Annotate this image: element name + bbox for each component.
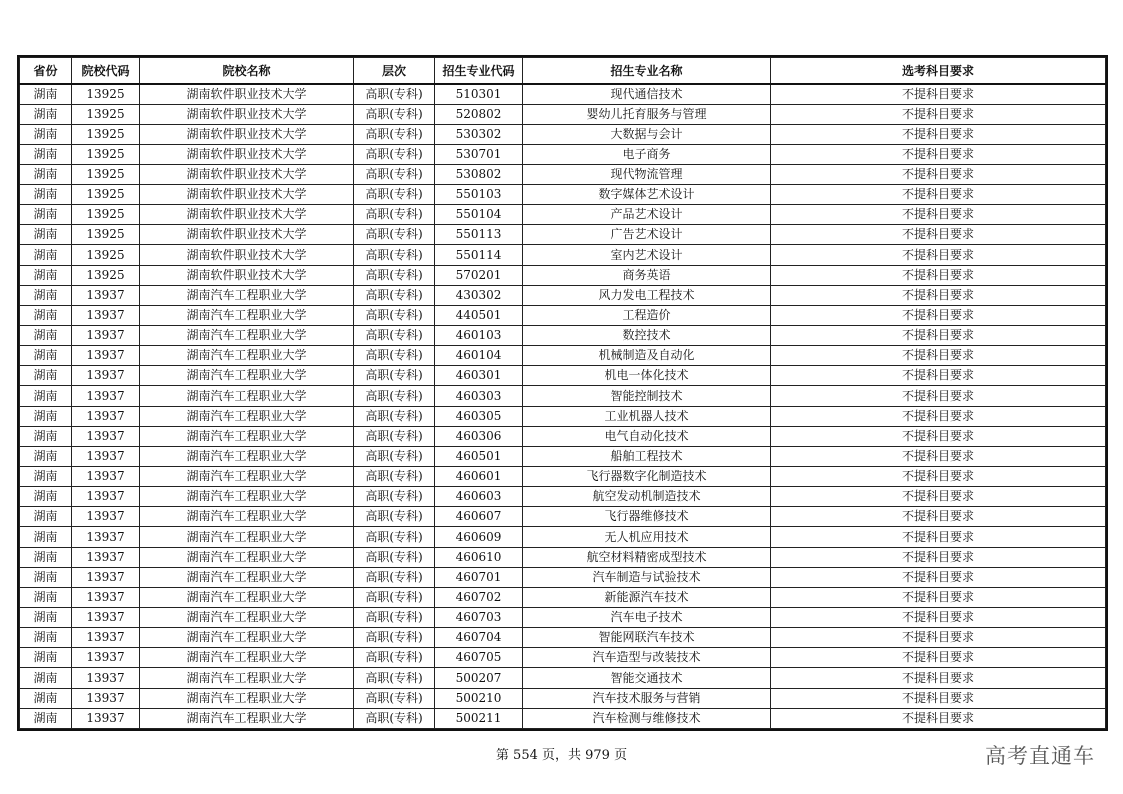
cell-school-name: 湖南汽车工程职业大学 bbox=[140, 366, 354, 386]
cell-school-name: 湖南汽车工程职业大学 bbox=[140, 688, 354, 708]
cell-major-code: 530802 bbox=[435, 164, 523, 184]
table-row bbox=[20, 205, 1106, 225]
cell-province: 湖南 bbox=[20, 366, 72, 386]
cell-major-name: 飞行器维修技术 bbox=[523, 507, 771, 527]
cell-subject-requirement: 不提科目要求 bbox=[771, 144, 1106, 164]
cell-school-code: 13937 bbox=[72, 708, 140, 728]
table-header-row bbox=[20, 58, 1106, 84]
cell-province: 湖南 bbox=[20, 104, 72, 124]
cell-major-name: 汽车电子技术 bbox=[523, 608, 771, 628]
table-row bbox=[20, 144, 1106, 164]
cell-school-name: 湖南软件职业技术大学 bbox=[140, 265, 354, 285]
table-row bbox=[20, 164, 1106, 184]
cell-major-code: 510301 bbox=[435, 84, 523, 105]
cell-major-code: 530701 bbox=[435, 144, 523, 164]
cell-level: 高职(专科) bbox=[354, 426, 435, 446]
cell-subject-requirement: 不提科目要求 bbox=[771, 104, 1106, 124]
cell-school-name: 湖南汽车工程职业大学 bbox=[140, 346, 354, 366]
header-level: 层次 bbox=[354, 58, 435, 84]
cell-major-name: 机械制造及自动化 bbox=[523, 346, 771, 366]
table-row bbox=[20, 708, 1106, 728]
cell-subject-requirement: 不提科目要求 bbox=[771, 84, 1106, 105]
cell-level: 高职(专科) bbox=[354, 587, 435, 607]
cell-major-code: 520802 bbox=[435, 104, 523, 124]
cell-major-name: 产品艺术设计 bbox=[523, 205, 771, 225]
header-school-code: 院校代码 bbox=[72, 58, 140, 84]
cell-school-code: 13925 bbox=[72, 205, 140, 225]
cell-major-name: 智能交通技术 bbox=[523, 668, 771, 688]
cell-subject-requirement: 不提科目要求 bbox=[771, 587, 1106, 607]
table-row bbox=[20, 587, 1106, 607]
cell-province: 湖南 bbox=[20, 386, 72, 406]
cell-major-code: 570201 bbox=[435, 265, 523, 285]
cell-subject-requirement: 不提科目要求 bbox=[771, 205, 1106, 225]
cell-major-name: 工业机器人技术 bbox=[523, 406, 771, 426]
cell-major-code: 500207 bbox=[435, 668, 523, 688]
cell-province: 湖南 bbox=[20, 285, 72, 305]
cell-major-name: 机电一体化技术 bbox=[523, 366, 771, 386]
header-subject-requirement: 选考科目要求 bbox=[771, 58, 1106, 84]
cell-province: 湖南 bbox=[20, 144, 72, 164]
cell-major-code: 550114 bbox=[435, 245, 523, 265]
cell-school-name: 湖南汽车工程职业大学 bbox=[140, 386, 354, 406]
cell-province: 湖南 bbox=[20, 205, 72, 225]
cell-subject-requirement: 不提科目要求 bbox=[771, 487, 1106, 507]
cell-province: 湖南 bbox=[20, 124, 72, 144]
cell-school-code: 13925 bbox=[72, 265, 140, 285]
table-row bbox=[20, 527, 1106, 547]
cell-school-name: 湖南汽车工程职业大学 bbox=[140, 285, 354, 305]
cell-school-code: 13937 bbox=[72, 648, 140, 668]
cell-subject-requirement: 不提科目要求 bbox=[771, 406, 1106, 426]
cell-school-code: 13937 bbox=[72, 668, 140, 688]
cell-school-code: 13937 bbox=[72, 386, 140, 406]
table-row bbox=[20, 628, 1106, 648]
cell-major-code: 460303 bbox=[435, 386, 523, 406]
cell-major-name: 室内艺术设计 bbox=[523, 245, 771, 265]
cell-major-code: 460301 bbox=[435, 366, 523, 386]
cell-school-name: 湖南汽车工程职业大学 bbox=[140, 668, 354, 688]
cell-province: 湖南 bbox=[20, 406, 72, 426]
header-major-name: 招生专业名称 bbox=[523, 58, 771, 84]
cell-subject-requirement: 不提科目要求 bbox=[771, 467, 1106, 487]
cell-level: 高职(专科) bbox=[354, 225, 435, 245]
cell-subject-requirement: 不提科目要求 bbox=[771, 608, 1106, 628]
cell-major-code: 530302 bbox=[435, 124, 523, 144]
cell-level: 高职(专科) bbox=[354, 285, 435, 305]
cell-school-name: 湖南汽车工程职业大学 bbox=[140, 547, 354, 567]
cell-major-name: 广告艺术设计 bbox=[523, 225, 771, 245]
cell-school-name: 湖南汽车工程职业大学 bbox=[140, 507, 354, 527]
cell-major-name: 航空材料精密成型技术 bbox=[523, 547, 771, 567]
cell-subject-requirement: 不提科目要求 bbox=[771, 305, 1106, 325]
cell-major-code: 460501 bbox=[435, 446, 523, 466]
cell-school-name: 湖南汽车工程职业大学 bbox=[140, 628, 354, 648]
cell-major-code: 460701 bbox=[435, 567, 523, 587]
cell-major-code: 440501 bbox=[435, 305, 523, 325]
cell-level: 高职(专科) bbox=[354, 84, 435, 105]
cell-subject-requirement: 不提科目要求 bbox=[771, 507, 1106, 527]
cell-major-code: 460703 bbox=[435, 608, 523, 628]
cell-subject-requirement: 不提科目要求 bbox=[771, 366, 1106, 386]
cell-level: 高职(专科) bbox=[354, 164, 435, 184]
cell-major-code: 460601 bbox=[435, 467, 523, 487]
cell-school-code: 13937 bbox=[72, 406, 140, 426]
cell-major-name: 智能网联汽车技术 bbox=[523, 628, 771, 648]
table-row bbox=[20, 124, 1106, 144]
cell-major-name: 船舶工程技术 bbox=[523, 446, 771, 466]
cell-province: 湖南 bbox=[20, 164, 72, 184]
cell-major-code: 430302 bbox=[435, 285, 523, 305]
admission-table bbox=[19, 57, 1106, 729]
header-province: 省份 bbox=[20, 58, 72, 84]
cell-level: 高职(专科) bbox=[354, 527, 435, 547]
cell-school-code: 13937 bbox=[72, 366, 140, 386]
cell-major-name: 现代通信技术 bbox=[523, 84, 771, 105]
cell-level: 高职(专科) bbox=[354, 608, 435, 628]
cell-subject-requirement: 不提科目要求 bbox=[771, 567, 1106, 587]
cell-major-code: 550104 bbox=[435, 205, 523, 225]
cell-school-code: 13937 bbox=[72, 467, 140, 487]
cell-major-name: 大数据与会计 bbox=[523, 124, 771, 144]
table-row bbox=[20, 245, 1106, 265]
cell-school-code: 13937 bbox=[72, 305, 140, 325]
cell-major-code: 550103 bbox=[435, 185, 523, 205]
watermark: 高考直通车 bbox=[985, 744, 1095, 768]
cell-major-code: 500211 bbox=[435, 708, 523, 728]
table-row bbox=[20, 608, 1106, 628]
cell-major-name: 数字媒体艺术设计 bbox=[523, 185, 771, 205]
cell-school-code: 13925 bbox=[72, 164, 140, 184]
table-row bbox=[20, 547, 1106, 567]
cell-subject-requirement: 不提科目要求 bbox=[771, 426, 1106, 446]
cell-school-name: 湖南汽车工程职业大学 bbox=[140, 406, 354, 426]
table-row bbox=[20, 648, 1106, 668]
cell-major-code: 460104 bbox=[435, 346, 523, 366]
cell-major-name: 婴幼儿托育服务与管理 bbox=[523, 104, 771, 124]
cell-subject-requirement: 不提科目要求 bbox=[771, 245, 1106, 265]
cell-level: 高职(专科) bbox=[354, 567, 435, 587]
cell-province: 湖南 bbox=[20, 527, 72, 547]
cell-school-code: 13937 bbox=[72, 346, 140, 366]
cell-major-code: 460603 bbox=[435, 487, 523, 507]
cell-major-code: 460702 bbox=[435, 587, 523, 607]
cell-school-code: 13937 bbox=[72, 426, 140, 446]
cell-province: 湖南 bbox=[20, 708, 72, 728]
cell-level: 高职(专科) bbox=[354, 386, 435, 406]
table-row bbox=[20, 285, 1106, 305]
cell-level: 高职(专科) bbox=[354, 467, 435, 487]
cell-school-name: 湖南汽车工程职业大学 bbox=[140, 467, 354, 487]
cell-subject-requirement: 不提科目要求 bbox=[771, 164, 1106, 184]
cell-school-code: 13925 bbox=[72, 245, 140, 265]
cell-level: 高职(专科) bbox=[354, 708, 435, 728]
table-row bbox=[20, 104, 1106, 124]
cell-subject-requirement: 不提科目要求 bbox=[771, 708, 1106, 728]
cell-school-name: 湖南汽车工程职业大学 bbox=[140, 708, 354, 728]
cell-level: 高职(专科) bbox=[354, 648, 435, 668]
table-row bbox=[20, 366, 1106, 386]
cell-level: 高职(专科) bbox=[354, 366, 435, 386]
cell-province: 湖南 bbox=[20, 185, 72, 205]
cell-subject-requirement: 不提科目要求 bbox=[771, 688, 1106, 708]
cell-school-code: 13937 bbox=[72, 326, 140, 346]
cell-level: 高职(专科) bbox=[354, 185, 435, 205]
cell-level: 高职(专科) bbox=[354, 688, 435, 708]
cell-major-name: 汽车制造与试验技术 bbox=[523, 567, 771, 587]
cell-school-code: 13937 bbox=[72, 567, 140, 587]
cell-level: 高职(专科) bbox=[354, 406, 435, 426]
cell-major-code: 460305 bbox=[435, 406, 523, 426]
table-row bbox=[20, 467, 1106, 487]
cell-major-code: 460306 bbox=[435, 426, 523, 446]
cell-province: 湖南 bbox=[20, 305, 72, 325]
cell-province: 湖南 bbox=[20, 648, 72, 668]
cell-school-name: 湖南汽车工程职业大学 bbox=[140, 648, 354, 668]
cell-level: 高职(专科) bbox=[354, 326, 435, 346]
cell-school-code: 13937 bbox=[72, 587, 140, 607]
cell-school-code: 13937 bbox=[72, 608, 140, 628]
table-row bbox=[20, 446, 1106, 466]
cell-subject-requirement: 不提科目要求 bbox=[771, 285, 1106, 305]
cell-major-code: 500210 bbox=[435, 688, 523, 708]
table-row bbox=[20, 346, 1106, 366]
table-row bbox=[20, 507, 1106, 527]
cell-province: 湖南 bbox=[20, 688, 72, 708]
cell-province: 湖南 bbox=[20, 426, 72, 446]
cell-subject-requirement: 不提科目要求 bbox=[771, 527, 1106, 547]
cell-school-code: 13937 bbox=[72, 527, 140, 547]
cell-province: 湖南 bbox=[20, 567, 72, 587]
cell-province: 湖南 bbox=[20, 84, 72, 105]
cell-level: 高职(专科) bbox=[354, 144, 435, 164]
cell-major-name: 汽车检测与维修技术 bbox=[523, 708, 771, 728]
table-body bbox=[20, 84, 1106, 729]
page-number: 第 554 页，共 979 页 bbox=[495, 748, 628, 763]
cell-province: 湖南 bbox=[20, 507, 72, 527]
cell-school-code: 13937 bbox=[72, 285, 140, 305]
cell-major-name: 现代物流管理 bbox=[523, 164, 771, 184]
table-row bbox=[20, 426, 1106, 446]
cell-subject-requirement: 不提科目要求 bbox=[771, 628, 1106, 648]
cell-province: 湖南 bbox=[20, 225, 72, 245]
cell-subject-requirement: 不提科目要求 bbox=[771, 386, 1106, 406]
cell-province: 湖南 bbox=[20, 668, 72, 688]
cell-school-code: 13925 bbox=[72, 84, 140, 105]
header-major-code: 招生专业代码 bbox=[435, 58, 523, 84]
cell-subject-requirement: 不提科目要求 bbox=[771, 547, 1106, 567]
cell-school-name: 湖南软件职业技术大学 bbox=[140, 124, 354, 144]
cell-school-name: 湖南软件职业技术大学 bbox=[140, 84, 354, 105]
cell-school-code: 13925 bbox=[72, 104, 140, 124]
cell-level: 高职(专科) bbox=[354, 265, 435, 285]
cell-major-code: 460607 bbox=[435, 507, 523, 527]
cell-province: 湖南 bbox=[20, 346, 72, 366]
cell-major-name: 无人机应用技术 bbox=[523, 527, 771, 547]
cell-province: 湖南 bbox=[20, 547, 72, 567]
cell-level: 高职(专科) bbox=[354, 628, 435, 648]
cell-major-name: 风力发电工程技术 bbox=[523, 285, 771, 305]
cell-school-code: 13925 bbox=[72, 185, 140, 205]
cell-major-code: 460609 bbox=[435, 527, 523, 547]
cell-school-code: 13937 bbox=[72, 446, 140, 466]
cell-subject-requirement: 不提科目要求 bbox=[771, 185, 1106, 205]
table-row bbox=[20, 305, 1106, 325]
table-row bbox=[20, 185, 1106, 205]
cell-school-name: 湖南软件职业技术大学 bbox=[140, 225, 354, 245]
cell-major-name: 汽车造型与改装技术 bbox=[523, 648, 771, 668]
cell-major-name: 航空发动机制造技术 bbox=[523, 487, 771, 507]
cell-province: 湖南 bbox=[20, 628, 72, 648]
cell-school-name: 湖南软件职业技术大学 bbox=[140, 205, 354, 225]
cell-province: 湖南 bbox=[20, 446, 72, 466]
cell-level: 高职(专科) bbox=[354, 668, 435, 688]
cell-level: 高职(专科) bbox=[354, 245, 435, 265]
cell-school-code: 13937 bbox=[72, 547, 140, 567]
cell-province: 湖南 bbox=[20, 467, 72, 487]
cell-major-name: 电气自动化技术 bbox=[523, 426, 771, 446]
table-row bbox=[20, 265, 1106, 285]
table-row bbox=[20, 487, 1106, 507]
cell-school-name: 湖南汽车工程职业大学 bbox=[140, 426, 354, 446]
table-row bbox=[20, 326, 1106, 346]
header-school-name: 院校名称 bbox=[140, 58, 354, 84]
cell-level: 高职(专科) bbox=[354, 124, 435, 144]
cell-level: 高职(专科) bbox=[354, 346, 435, 366]
cell-school-name: 湖南汽车工程职业大学 bbox=[140, 446, 354, 466]
cell-major-name: 数控技术 bbox=[523, 326, 771, 346]
cell-major-code: 460705 bbox=[435, 648, 523, 668]
cell-level: 高职(专科) bbox=[354, 446, 435, 466]
cell-level: 高职(专科) bbox=[354, 104, 435, 124]
cell-province: 湖南 bbox=[20, 265, 72, 285]
table-row bbox=[20, 567, 1106, 587]
cell-province: 湖南 bbox=[20, 487, 72, 507]
cell-subject-requirement: 不提科目要求 bbox=[771, 124, 1106, 144]
cell-level: 高职(专科) bbox=[354, 205, 435, 225]
cell-province: 湖南 bbox=[20, 245, 72, 265]
cell-school-name: 湖南汽车工程职业大学 bbox=[140, 567, 354, 587]
cell-subject-requirement: 不提科目要求 bbox=[771, 326, 1106, 346]
cell-major-name: 商务英语 bbox=[523, 265, 771, 285]
cell-major-code: 550113 bbox=[435, 225, 523, 245]
cell-school-name: 湖南软件职业技术大学 bbox=[140, 245, 354, 265]
cell-level: 高职(专科) bbox=[354, 487, 435, 507]
cell-level: 高职(专科) bbox=[354, 507, 435, 527]
cell-level: 高职(专科) bbox=[354, 547, 435, 567]
cell-school-code: 13925 bbox=[72, 124, 140, 144]
cell-major-name: 新能源汽车技术 bbox=[523, 587, 771, 607]
cell-school-name: 湖南汽车工程职业大学 bbox=[140, 305, 354, 325]
cell-major-name: 智能控制技术 bbox=[523, 386, 771, 406]
cell-subject-requirement: 不提科目要求 bbox=[771, 346, 1106, 366]
cell-school-code: 13937 bbox=[72, 507, 140, 527]
cell-school-name: 湖南汽车工程职业大学 bbox=[140, 487, 354, 507]
cell-subject-requirement: 不提科目要求 bbox=[771, 446, 1106, 466]
table-row bbox=[20, 668, 1106, 688]
cell-school-name: 湖南汽车工程职业大学 bbox=[140, 608, 354, 628]
cell-school-name: 湖南汽车工程职业大学 bbox=[140, 527, 354, 547]
cell-school-name: 湖南汽车工程职业大学 bbox=[140, 326, 354, 346]
table-row bbox=[20, 386, 1106, 406]
cell-school-code: 13937 bbox=[72, 487, 140, 507]
cell-subject-requirement: 不提科目要求 bbox=[771, 265, 1106, 285]
cell-school-code: 13925 bbox=[72, 225, 140, 245]
cell-school-name: 湖南软件职业技术大学 bbox=[140, 104, 354, 124]
cell-major-code: 460103 bbox=[435, 326, 523, 346]
cell-major-name: 工程造价 bbox=[523, 305, 771, 325]
cell-major-name: 汽车技术服务与营销 bbox=[523, 688, 771, 708]
table-row bbox=[20, 84, 1106, 105]
cell-province: 湖南 bbox=[20, 608, 72, 628]
cell-school-name: 湖南软件职业技术大学 bbox=[140, 185, 354, 205]
cell-school-code: 13937 bbox=[72, 628, 140, 648]
cell-school-name: 湖南汽车工程职业大学 bbox=[140, 587, 354, 607]
cell-school-name: 湖南软件职业技术大学 bbox=[140, 144, 354, 164]
cell-level: 高职(专科) bbox=[354, 305, 435, 325]
cell-subject-requirement: 不提科目要求 bbox=[771, 648, 1106, 668]
cell-subject-requirement: 不提科目要求 bbox=[771, 668, 1106, 688]
cell-province: 湖南 bbox=[20, 587, 72, 607]
cell-school-name: 湖南软件职业技术大学 bbox=[140, 164, 354, 184]
cell-school-code: 13925 bbox=[72, 144, 140, 164]
table-row bbox=[20, 406, 1106, 426]
cell-major-code: 460610 bbox=[435, 547, 523, 567]
table-row bbox=[20, 225, 1106, 245]
cell-major-name: 飞行器数字化制造技术 bbox=[523, 467, 771, 487]
table-row bbox=[20, 688, 1106, 708]
cell-province: 湖南 bbox=[20, 326, 72, 346]
cell-major-code: 460704 bbox=[435, 628, 523, 648]
cell-school-code: 13937 bbox=[72, 688, 140, 708]
cell-subject-requirement: 不提科目要求 bbox=[771, 225, 1106, 245]
cell-major-name: 电子商务 bbox=[523, 144, 771, 164]
